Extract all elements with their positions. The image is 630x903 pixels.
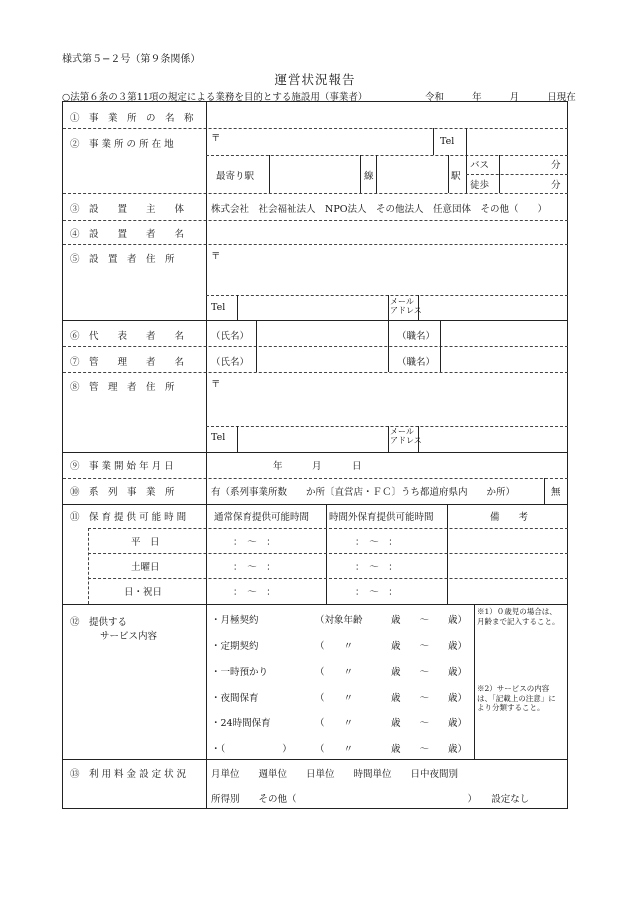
- manager-tel-label: Tel: [211, 432, 226, 443]
- service-note-2: ※2）サービスの内容は、「記載上の注意」により分類すること。: [477, 684, 556, 712]
- service-item-age-range: （ 〃 歳 〜 歳）: [315, 693, 468, 704]
- form-subtitle: ○法第６条の３第11項の規定による業務を目的とする施設用（事業者）: [62, 92, 368, 103]
- service-item-name: ・（ ）: [211, 744, 292, 755]
- hours-row-regular: ： 〜 ：: [233, 562, 276, 573]
- label-founder-address: ⑤ 設 置 者 住 所: [70, 254, 175, 265]
- label-founder-type: ③ 設 置 主 体: [70, 204, 185, 215]
- manager-title-label: （職名）: [397, 357, 436, 368]
- service-note-1: ※1）０歳児の場合は、月齢まで記入すること。: [477, 607, 560, 626]
- date-year: 年: [472, 92, 482, 103]
- label-manager: ⑦ 管 理 者 名: [70, 357, 185, 368]
- hours-row-extra: ： 〜 ：: [355, 537, 398, 548]
- service-item-name: ・夜間保育: [211, 693, 259, 704]
- form-number: 様式第５−２号（第９条関係）: [62, 54, 201, 65]
- label-care-hours: ⑪ 保 育 提 供 可 能 時 間: [70, 512, 187, 523]
- page-title: 運営状況報告: [274, 72, 356, 87]
- manager-mail-line1: メール: [390, 427, 414, 436]
- service-item-name: ・定期契約: [211, 641, 259, 652]
- fee-options-line1: 月単位 週単位 日単位 時間単位 日中夜間別: [211, 769, 459, 780]
- fee-options-line2: 所得別 その他（ ） 設定なし: [211, 794, 530, 805]
- founder-type-options: 株式会社 社会福祉法人 NPO法人 その他法人 任意団体 その他（ ）: [211, 204, 547, 215]
- walk-label: 徒歩: [470, 180, 490, 191]
- service-item-age-range: （ 〃 歳 〜 歳）: [315, 718, 468, 729]
- label-office-address: ② 事 業 所 の 所 在 地: [70, 139, 174, 150]
- label-start-date: ⑨ 事 業 開 始 年 月 日: [70, 461, 174, 472]
- hours-col-extra: 時間外保育提供可能時間: [329, 512, 434, 523]
- start-month: 月: [312, 461, 322, 472]
- nearest-station-label: 最寄り駅: [216, 171, 255, 182]
- postal-mark: 〒: [211, 133, 221, 144]
- label-fees: ⑬ 利 用 料 金 設 定 状 況: [70, 769, 187, 780]
- date-day: 日現在: [547, 92, 576, 103]
- label-services-sub: サービス内容: [100, 631, 158, 642]
- date-reiwa: 令和: [425, 92, 445, 103]
- manager-mail-line2: アドレス: [390, 436, 422, 445]
- hours-col-regular: 通常保育提供可能時間: [214, 512, 310, 523]
- hours-row-label: 日・祝日: [124, 587, 163, 598]
- manager-mail-label: [390, 427, 422, 445]
- hours-row-extra: ： 〜 ：: [355, 562, 398, 573]
- service-item-name: ・一時預かり: [211, 667, 269, 678]
- founder-tel-label: Tel: [211, 302, 226, 313]
- founder-postal-mark: 〒: [211, 251, 221, 262]
- affiliate-none: 無: [551, 487, 561, 498]
- service-item-name: ・24時間保育: [211, 718, 271, 729]
- bus-label: バス: [470, 160, 490, 171]
- service-item-age-range: （ 〃 歳 〜 歳）: [315, 744, 468, 755]
- hours-row-label: 平 日: [131, 537, 160, 548]
- start-year: 年: [273, 461, 283, 472]
- founder-mail-line1: メール: [390, 297, 414, 306]
- hours-row-regular: ： 〜 ：: [233, 587, 276, 598]
- representative-name-label: （氏名）: [211, 331, 250, 342]
- label-founder-name: ④ 設 置 者 名: [70, 229, 185, 240]
- representative-title-label: （職名）: [397, 331, 436, 342]
- train-line-label: 線: [364, 171, 374, 182]
- service-item-age-range: （対象年齢 歳 〜 歳）: [315, 615, 468, 626]
- service-item-age-range: （ 〃 歳 〜 歳）: [315, 641, 468, 652]
- label-affiliates: ⑩ 系 列 事 業 所: [70, 487, 175, 498]
- walk-minutes: 分: [551, 180, 561, 191]
- service-item-name: ・月極契約: [211, 615, 259, 626]
- founder-mail-label: [390, 297, 422, 315]
- manager-postal-mark: 〒: [211, 379, 221, 390]
- bus-minutes: 分: [551, 160, 561, 171]
- hours-col-notes: 備 考: [490, 512, 529, 523]
- founder-mail-line2: アドレス: [390, 306, 422, 315]
- label-services: ⑫ 提供する: [70, 617, 128, 628]
- affiliate-yes-text: 有（系列事業所数 か所〔直営店・ＦＣ〕うち都道府県内 か所）: [211, 487, 516, 498]
- start-day: 日: [352, 461, 362, 472]
- office-tel-label: Tel: [440, 136, 455, 147]
- hours-row-extra: ： 〜 ：: [355, 587, 398, 598]
- date-month: 月: [509, 92, 520, 103]
- hours-row-label: 土曜日: [131, 562, 160, 573]
- label-office-name: ① 事 業 所 の 名 称: [70, 113, 194, 124]
- station-label: 駅: [451, 171, 461, 182]
- label-manager-address: ⑧ 管 理 者 住 所: [70, 382, 175, 393]
- label-representative: ⑥ 代 表 者 名: [70, 331, 185, 342]
- service-item-age-range: （ 〃 歳 〜 歳）: [315, 667, 468, 678]
- manager-name-label: （氏名）: [211, 357, 250, 368]
- hours-row-regular: ： 〜 ：: [233, 537, 276, 548]
